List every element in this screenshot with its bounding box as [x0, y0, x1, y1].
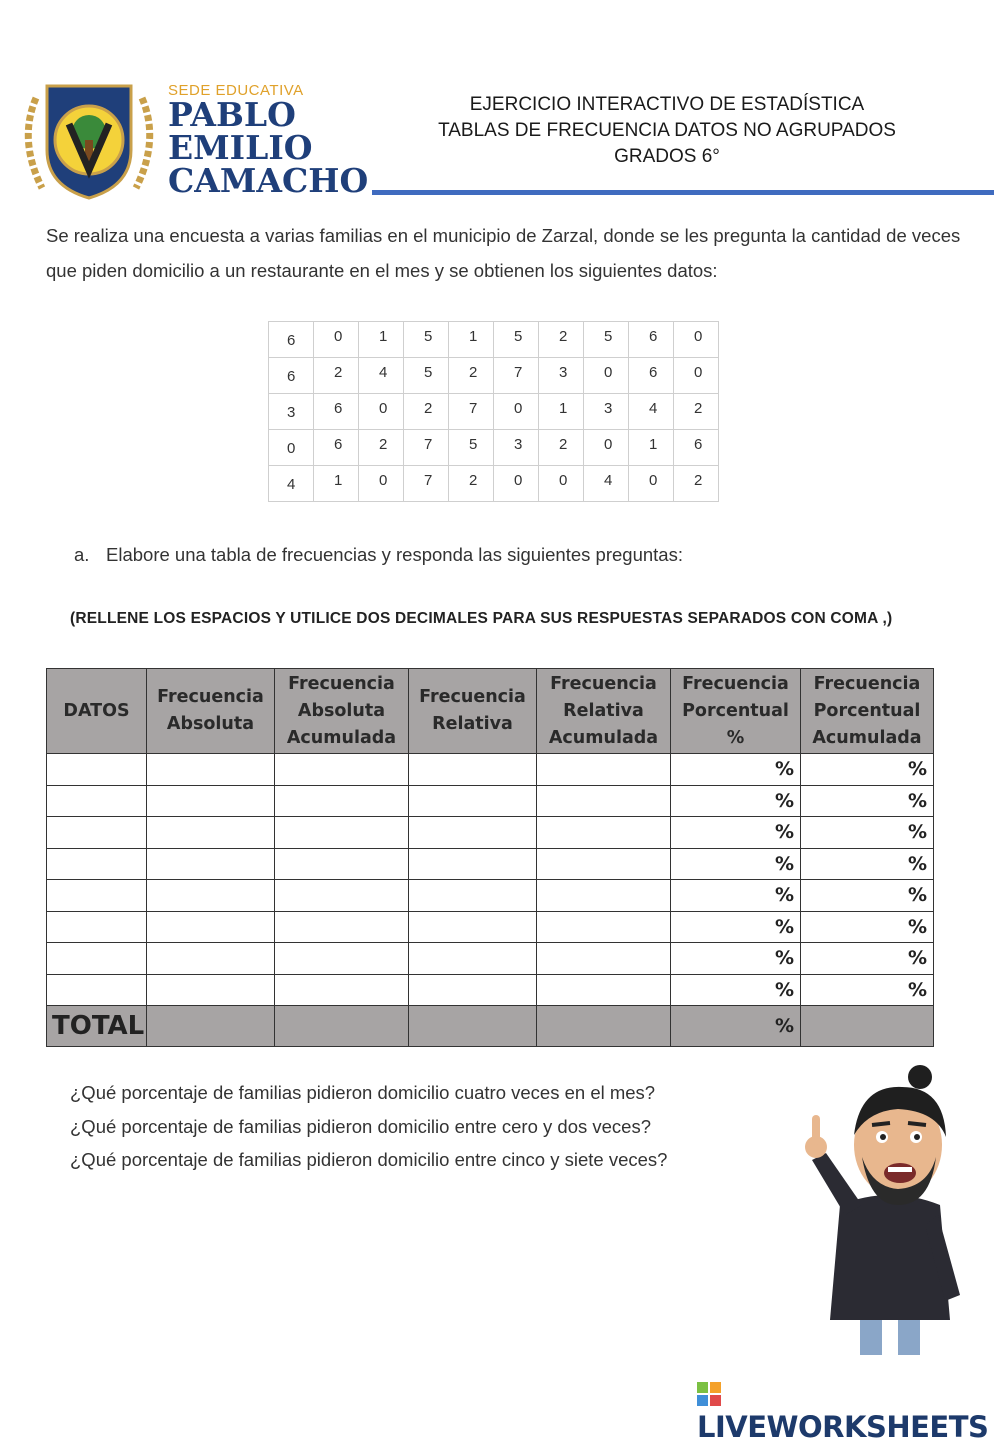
- data-grid-cell: 6: [314, 430, 359, 466]
- freq-header-line: Relativa: [563, 700, 644, 721]
- data-grid-cell: 2: [674, 394, 719, 430]
- data-grid-cell: 6: [269, 322, 314, 358]
- data-grid-cell: 1: [629, 430, 674, 466]
- percent-input-cell[interactable]: %: [801, 817, 934, 849]
- freq-header-line: Porcentual: [682, 700, 789, 721]
- freq-row: [47, 974, 934, 1006]
- input-cell[interactable]: [275, 785, 409, 817]
- input-cell[interactable]: [409, 943, 537, 975]
- input-cell[interactable]: [409, 754, 537, 786]
- input-cell[interactable]: [537, 880, 671, 912]
- input-cell[interactable]: [147, 943, 275, 975]
- freq-header-line: Frecuencia: [419, 687, 526, 707]
- data-grid-row: [269, 394, 719, 430]
- percent-input-cell[interactable]: %: [801, 911, 934, 943]
- total-percent-cell[interactable]: %: [671, 1006, 801, 1047]
- data-grid-cell: 0: [359, 466, 404, 502]
- percent-input-cell[interactable]: %: [801, 754, 934, 786]
- freq-header-line: Absoluta: [166, 714, 255, 734]
- liveworksheets-icon: [697, 1382, 721, 1406]
- data-grid-cell: 0: [269, 430, 314, 466]
- data-grid-cell: 2: [539, 322, 584, 358]
- input-cell[interactable]: [47, 911, 147, 943]
- input-cell[interactable]: [537, 848, 671, 880]
- data-grid-cell: 0: [584, 358, 629, 394]
- input-cell[interactable]: [409, 880, 537, 912]
- percent-input-cell[interactable]: %: [671, 754, 801, 786]
- data-grid-cell: 4: [584, 466, 629, 502]
- title-line: EJERCICIO INTERACTIVO DE ESTADÍSTICA: [469, 94, 865, 115]
- percent-input-cell[interactable]: %: [801, 848, 934, 880]
- input-cell[interactable]: [409, 848, 537, 880]
- input-cell[interactable]: [275, 817, 409, 849]
- total-input-cell[interactable]: [409, 1006, 537, 1047]
- freq-header-line: Acumulada: [812, 727, 922, 748]
- data-grid-cell: 5: [449, 430, 494, 466]
- data-grid-cell: 4: [359, 358, 404, 394]
- freq-header: [275, 669, 409, 754]
- input-cell[interactable]: [47, 785, 147, 817]
- input-cell[interactable]: [537, 943, 671, 975]
- data-grid-cell: 2: [314, 358, 359, 394]
- freq-header-line: DATOS: [63, 700, 130, 721]
- data-grid-cell: 2: [539, 430, 584, 466]
- percent-input-cell[interactable]: %: [671, 974, 801, 1006]
- freq-header: [537, 669, 671, 754]
- data-grid-row: [269, 466, 719, 502]
- freq-row: [47, 785, 934, 817]
- instruction-a: [74, 544, 683, 566]
- freq-header-line: Porcentual: [813, 700, 921, 721]
- input-cell[interactable]: [47, 754, 147, 786]
- input-cell[interactable]: [275, 943, 409, 975]
- liveworksheets-brand: [697, 1376, 1000, 1444]
- data-grid-cell: 2: [449, 358, 494, 394]
- school-logo: [14, 78, 369, 204]
- data-grid-cell: 2: [359, 430, 404, 466]
- school-sede: SEDE EDUCATIVA: [168, 82, 304, 99]
- data-grid-cell: 5: [404, 358, 449, 394]
- data-grid-cell: 2: [449, 466, 494, 502]
- input-cell[interactable]: [47, 943, 147, 975]
- input-cell[interactable]: [409, 911, 537, 943]
- input-cell[interactable]: [537, 817, 671, 849]
- question: ¿Qué porcentaje de familias pidieron domicilio cuatro veces en el mes?: [70, 1082, 656, 1103]
- input-cell[interactable]: [275, 974, 409, 1006]
- input-cell[interactable]: [147, 817, 275, 849]
- data-grid-cell: 1: [359, 322, 404, 358]
- freq-header-line: Acumulada: [548, 727, 659, 748]
- freq-header-line: Relativa: [432, 714, 513, 734]
- input-cell[interactable]: [275, 848, 409, 880]
- freq-row: [47, 911, 934, 943]
- data-grid-cell: 6: [269, 358, 314, 394]
- data-grid-cell: 1: [314, 466, 359, 502]
- data-grid-cell: 0: [494, 466, 539, 502]
- freq-header: [801, 669, 934, 754]
- input-cell[interactable]: [537, 911, 671, 943]
- frequency-table: [46, 668, 934, 1047]
- data-grid-cell: 5: [404, 322, 449, 358]
- input-cell[interactable]: [409, 817, 537, 849]
- input-cell[interactable]: [275, 754, 409, 786]
- freq-row: [47, 943, 934, 975]
- data-grid-cell: 2: [674, 466, 719, 502]
- data-grid-cell: 3: [269, 394, 314, 430]
- data-grid-cell: 6: [314, 394, 359, 430]
- questions-list: [70, 1076, 667, 1177]
- freq-total-row: [47, 1006, 934, 1047]
- percent-input-cell[interactable]: %: [801, 785, 934, 817]
- teacher-avatar: [790, 1065, 970, 1355]
- data-grid-cell: 3: [494, 430, 539, 466]
- freq-row: [47, 880, 934, 912]
- total-input-cell[interactable]: [801, 1006, 934, 1047]
- data-grid-cell: 2: [404, 394, 449, 430]
- freq-header: [47, 669, 147, 754]
- percent-input-cell[interactable]: %: [671, 817, 801, 849]
- data-grid-cell: 0: [539, 466, 584, 502]
- data-grid-cell: 0: [674, 358, 719, 394]
- school-seal-icon: [14, 78, 164, 204]
- data-grid-cell: 7: [404, 466, 449, 502]
- question: ¿Qué porcentaje de familias pidieron domicilio entre cero y dos veces?: [70, 1115, 651, 1137]
- freq-header-line: Frecuencia: [813, 673, 921, 694]
- input-cell[interactable]: [47, 974, 147, 1006]
- total-input-cell[interactable]: [275, 1006, 409, 1047]
- freq-header: [409, 669, 537, 754]
- data-grid-cell: 0: [359, 394, 404, 430]
- worksheet-title: [372, 92, 962, 170]
- input-cell[interactable]: [147, 754, 275, 786]
- percent-input-cell[interactable]: %: [671, 943, 801, 975]
- freq-header-line: Frecuencia: [682, 673, 789, 694]
- input-cell[interactable]: [409, 785, 537, 817]
- percent-input-cell[interactable]: %: [671, 880, 801, 912]
- title-line: TABLAS DE FRECUENCIA DATOS NO AGRUPADOS: [438, 120, 896, 141]
- data-grid-cell: 5: [494, 322, 539, 358]
- input-cell[interactable]: [537, 785, 671, 817]
- data-grid-cell: 3: [584, 394, 629, 430]
- freq-row: [47, 848, 934, 880]
- input-cell[interactable]: [147, 880, 275, 912]
- percent-input-cell[interactable]: %: [801, 880, 934, 912]
- data-grid-cell: 6: [674, 430, 719, 466]
- input-cell[interactable]: [537, 754, 671, 786]
- input-cell[interactable]: [47, 817, 147, 849]
- total-input-cell[interactable]: [537, 1006, 671, 1047]
- percent-input-cell[interactable]: %: [671, 848, 801, 880]
- input-cell[interactable]: [47, 848, 147, 880]
- question: ¿Qué porcentaje de familias pidieron domicilio entre cinco y siete veces?: [70, 1149, 668, 1170]
- input-cell[interactable]: [275, 911, 409, 943]
- instruction-text: Elabore una tabla de frecuencias y responda las siguientes preguntas:: [106, 544, 683, 565]
- data-grid-cell: 4: [629, 394, 674, 430]
- data-grid-cell: 3: [539, 358, 584, 394]
- school-name-line: PABLO: [168, 95, 296, 134]
- input-cell[interactable]: [147, 974, 275, 1006]
- instruction-letter: a.: [74, 544, 90, 565]
- input-cell[interactable]: [147, 785, 275, 817]
- data-grid-row: [269, 358, 719, 394]
- freq-header-line: Frecuencia: [157, 687, 264, 707]
- freq-header-line: Absoluta: [297, 700, 386, 721]
- input-cell[interactable]: [47, 880, 147, 912]
- input-cell[interactable]: [275, 880, 409, 912]
- data-grid: [268, 321, 719, 502]
- brand-text: LIVEWORKSHEETS: [697, 1410, 989, 1444]
- data-grid-cell: 0: [629, 466, 674, 502]
- data-grid-cell: 7: [494, 358, 539, 394]
- total-label: TOTAL: [47, 1006, 147, 1047]
- school-name-line: CAMACHO: [168, 161, 369, 200]
- data-grid-cell: 6: [629, 358, 674, 394]
- percent-input-cell[interactable]: %: [801, 943, 934, 975]
- data-grid-cell: 6: [629, 322, 674, 358]
- data-grid-cell: 7: [449, 394, 494, 430]
- percent-input-cell[interactable]: %: [671, 911, 801, 943]
- header-divider: [372, 190, 994, 195]
- freq-header: [671, 669, 801, 754]
- data-grid-row: [269, 322, 719, 358]
- data-grid-cell: 0: [314, 322, 359, 358]
- data-grid-cell: 7: [404, 430, 449, 466]
- input-cell[interactable]: [409, 974, 537, 1006]
- data-grid-cell: 1: [449, 322, 494, 358]
- percent-input-cell[interactable]: %: [801, 974, 934, 1006]
- data-grid-cell: 0: [584, 430, 629, 466]
- data-grid-cell: 0: [494, 394, 539, 430]
- data-grid-cell: 0: [674, 322, 719, 358]
- intro-paragraph: Se realiza una encuesta a varias familias en el municipio de Zarzal, donde se les pregunta la cantidad de veces que piden domicilio a un restaurante en el mes y se obtienen los siguientes datos:: [46, 225, 961, 281]
- input-cell[interactable]: [147, 848, 275, 880]
- freq-header-line: %: [726, 727, 745, 748]
- input-cell[interactable]: [537, 974, 671, 1006]
- data-grid-row: [269, 430, 719, 466]
- input-cell[interactable]: [147, 911, 275, 943]
- data-grid-cell: 4: [269, 466, 314, 502]
- total-input-cell[interactable]: [147, 1006, 275, 1047]
- freq-row: [47, 754, 934, 786]
- data-grid-cell: 1: [539, 394, 584, 430]
- percent-input-cell[interactable]: %: [671, 785, 801, 817]
- freq-header: [147, 669, 275, 754]
- title-line: GRADOS 6°: [614, 146, 720, 167]
- fill-note: (RELLENE LOS ESPACIOS Y UTILICE DOS DECIMALES PARA SUS RESPUESTAS SEPARADOS CON COMA ,): [70, 610, 893, 627]
- freq-header-line: Frecuencia: [288, 673, 395, 694]
- freq-row: [47, 817, 934, 849]
- school-name: [168, 95, 369, 200]
- school-name-line: EMILIO: [168, 128, 313, 167]
- freq-header-line: Acumulada: [286, 727, 397, 748]
- data-grid-cell: 5: [584, 322, 629, 358]
- freq-header-line: Frecuencia: [550, 673, 657, 694]
